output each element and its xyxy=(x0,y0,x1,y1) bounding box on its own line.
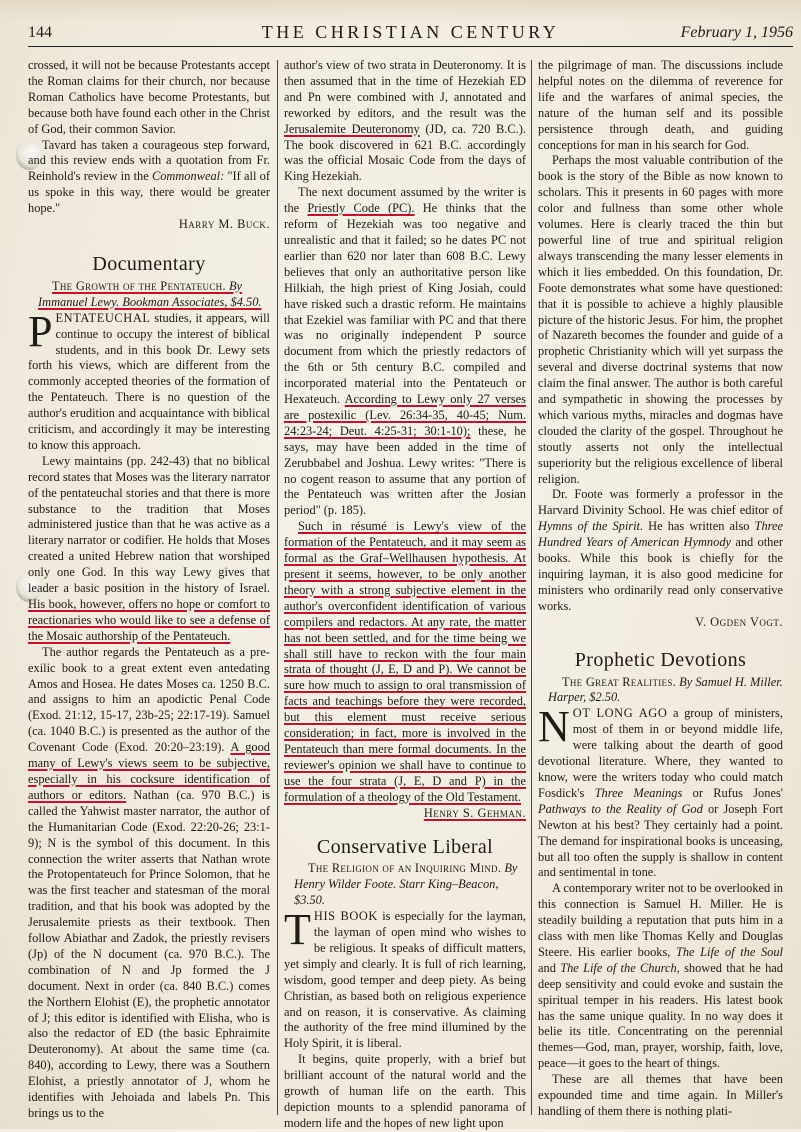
paragraph: It begins, quite properly, with a brief but brilliant account of the natural world and the growth of human life on the earth. This depiction mounts to a splendid panorama of modern life and the hopes of new light upon xyxy=(284,1052,526,1130)
column-2 xyxy=(284,58,526,1130)
paragraph: The author regards the Pentateuch as a pre-exilic book to a great extent even antedating Amos and Hosea. He dates Moses ca. 1250 B.C. and assigns to him an apodictic Penal Code (Exod. 21:12, 15-17, 23b-25; 22:17-19). Samuel (ca. 1040 B.C.) is presented as the author of the Covenant Code (Exod. 20:20–23:19). A good many of Lewy's views seem to be subjective, especially in his cocksure identification of authors or editors. Nathan (ca. 970 B.C.) is called the Yahwist master narrator, the author of the Humanitarian Code (Exod. 22:20-26; 23:1-9); N is the symbol of this document. In this connection the writer asserts that Nathan wrote the Protopentateuch for Prince Solomon, that he was the first teacher and statesman of the moral tradition, and that his book was adopted by the Jerusalemite priests as their textbook. Then follow Abiathar and Zadok, the priestly revisers (Jp) of the N document (ca. 970 B.C.). The combination of N and Jp formed the J document. Next in order (ca. 840 B.C.) comes the Northern Elohist (E), the prophetic annotator of J; this editor is identified with Elisha, who is also the redactor of ED (the basic Ephraimite Deuteronomy). At about the same time (ca. 840), according to Lewy, there was a Southern Elohist, a priestly annotator of J, whom he identifies with Jehoiada and labels Pn. This brings us to the xyxy=(28,644,270,1120)
section-heading: Conservative Liberal xyxy=(316,835,494,858)
marked-passage: Priestly Code (PC). xyxy=(307,201,415,216)
paragraph: Perhaps the most valuable contribution of the book is the story of the Bible as now known to scholars. This it presents in 60 pages with more color and fullness than some other whole volumes. Here is clearly traced the thin but powerful line of true and spiritual religion always transcending the many lesser elements in which it lies embedded. On this foundation, Dr. Foote demonstrates what some have questioned: that it is possible to achieve a highly plausible picture of the historic Jesus. For him, the prophet of Nazareth becomes the founder and guide of a prophetic Christianity which will yet surpass the several and diverse doctrinal systems that now claim the final answer. The author is both careful and sympathetic in showing the processes by which various myths, miracles and dogmas have clouded the clarity of the gospel. Throughout he stoutly asserts not only the intellectual superiority but the religious excellence of liberal religion. xyxy=(538,153,783,486)
issue-date: February 1, 1956 xyxy=(680,24,793,41)
book-citation: The Great Realities. By Samuel H. Miller. Harper, $2.50. xyxy=(548,674,783,705)
paragraph xyxy=(284,519,526,805)
column-rule-left xyxy=(277,60,278,1115)
column-rule-right xyxy=(531,60,532,1115)
running-header xyxy=(28,22,793,44)
review-opening: PENTATEUCHAL studies, it appears, will continue to occupy the interest of biblical students, and in this book Dr. Lewy sets forth his views, which are different from the commonly accepted theories of the formation of the Pentateuch. There is no question of the author's erudition and acquaintance with biblical criticism, and accordingly it may be interesting to know this approach. xyxy=(28,306,270,452)
masthead: THE CHRISTIAN CENTURY xyxy=(261,22,560,42)
paragraph: Lewy maintains (pp. 242-43) that no biblical record states that Moses was the literary narrator of the pentateuchal stories and that there is more substance to the tradition that Moses administered justice than that he was active as a literary narrator or codifier. He holds that Moses created a united Hebrew nation that worshiped only one God. In this way Lewy gives that leader a basic position in the history of Israel. His book, however, offers no hope or comfort to reactionaries who would like to see a defense of the Mosaic authorship of the Pentateuch. xyxy=(28,453,270,643)
section-heading: Documentary xyxy=(92,252,206,275)
paragraph: the pilgrimage of man. The discussions include helpful notes on the dilemma of reverence for life and the warfares of animal species, the nature of the human self and its possible persistence through death, and guiding conceptions for man in his search for God. xyxy=(538,58,783,152)
paragraph: crossed, it will not be because Protestants accept the Roman claims for their church, nor because Roman Catholics have become Protestants, but because both have found each other in the Christ of God, their common Savior. xyxy=(28,58,270,136)
review-opening: THIS BOOK is especially for the layman, the layman of open mind who wishes to be religious. It speaks of difficult matters, yet simply and clearly. It is full of rich learning, wisdom, good temper and deep piety. As being Christian, as based both on religious experience and on reason, it is conservative. As claiming the authority of the free mind illumined by the Holy Spirit, it is liberal. xyxy=(284,905,526,1051)
header-rule xyxy=(28,46,793,47)
drop-cap: P xyxy=(28,306,53,356)
page-top-edge xyxy=(0,0,801,22)
page-number: 144 xyxy=(28,24,52,41)
marked-passage: A good many of Lewy's views seem to be subjective, especially in his cocksure identification of authors or editors. xyxy=(28,740,270,802)
paragraph: These are all themes that have been expounded time and time again. In Miller's handling of them there is nothing plati- xyxy=(538,1072,783,1118)
paragraph: A contemporary writer not to be overlooked in this connection is Samuel H. Miller. He is steadily building a reputation that puts him in a class with men like Thomas Kelly and Douglas Steere. His earlier books, The Life of the Soul and The Life of the Church, showed that he had deep sensitivity and could evoke and sustain the spiritual temper in his readers. His latest book has the same unique quality. In no way does it belie its title. Concentrating on the perennial themes—God, man, prayer, worship, faith, love, peace—it goes to the heart of things. xyxy=(538,881,783,1071)
book-citation: The Religion of an Inquiring Mind. By Henry Wilder Foote. Starr King–Beacon, $3.50. xyxy=(294,861,518,908)
marked-passage: According to Lewy only 27 verses are postexilic (Lev. 26:34-35, 40-45; Num. 24:23-24; Deut. 4:25-31; 30:1-10); xyxy=(284,392,526,438)
book-citation: The Growth of the Pentateuch. By Immanuel Lewy. Bookman Associates, $4.50. xyxy=(38,278,262,309)
paragraph: The next document assumed by the writer is the Priestly Code (PC). He thinks that the reform of Hezekiah was too negative and unrealistic and that it failed; so he dates PC not earlier than 620 nor later than 608 B.C. Lewy believes that only an authoritative person like Hilkiah, the high priest of King Josiah, could have risked such a drastic reform. He maintains that Ezekiel was familiar with PC and that there was no originally independent P source document from which the priestly redactors of the 6th or 5th century B.C. compiled and incorporated material into the Pentateuch or Hexateuch. According to Lewy only 27 verses are postexilic (Lev. 26:34-35, 40-45; Num. 24:23-24; Deut. 4:25-31; 30:1-10); these, he says, may have been added in the time of Zerubbabel and Joshua. Lewy writes: "There is no cogent reason to assume that any portion of the Pentateuch was written after the Josian period" (p. 185). xyxy=(284,185,526,518)
drop-cap: T xyxy=(284,905,311,955)
reviewer-signature: Harry M. Buck. xyxy=(178,217,270,232)
review-opening: NOT LONG AGO a group of ministers, most of them in or beyond middle life, were talking about the dearth of good devotional literature. Where, they wanted to know, were the writers today who could match Fosdick's Three Meanings or Rufus Jones' Pathways to the Reality of God or Joseph Fort Newton at his best? They certainly had a point. The demand for inspirational books is unceasing, but all too often the supply is shallow in content and sentimental in tone. xyxy=(538,702,784,880)
marked-passage: Such in résumé is Lewy's view of the formation of the Pentateuch, and it may seem as formal as the Graf–Wellhausen hypothesis. At present it seems, however, to be only another theory with a strong subjective element in the author's overconfident identification of various compilers and redactors. At any rate, the matter has not been settled, and for the time being we shall still have to reckon with the four main strata of thought (J, E, D and P). We cannot be sure how much to assign to oral transmission of facts and teachings before they were recorded, but this element must receive serious consideration; in fact, more is involved in the Pentateuch than mere formal documents. In the reviewer's opinion we shall have to continue to use the four strata (J, E, D and P) in the formulation of a theology of the Old Testament. xyxy=(284,519,526,804)
marked-passage: His book, however, offers no hope or comfort to reactionaries who would like to see a defense of the Mosaic authorship of the Pentateuch. xyxy=(28,597,270,643)
marked-passage: Jerusalemite Deuteronomy xyxy=(284,121,420,136)
section-heading: Prophetic Devotions xyxy=(574,648,747,671)
paragraph: author's view of two strata in Deuteronomy. It is then assumed that in the time of Hezekiah ED and Pn were combined with J, annotated and reworked by editors, and the result was the Jerusalemite Deuteronomy (JD, ca. 720 B.C.). The book discovered in 621 B.C. accordingly was the official Mosaic Code from the days of King Hezekiah. xyxy=(284,58,526,184)
reviewer-signature: Henry S. Gehman. xyxy=(423,805,526,820)
column-3 xyxy=(538,58,784,1118)
drop-cap: N xyxy=(538,702,570,752)
column-1 xyxy=(28,58,270,1120)
paragraph: Dr. Foote was formerly a professor in the Harvard Divinity School. He was chief editor of Hymns of the Spirit. He has written also Three Hundred Years of American Hymnody and other books. While this book is chiefly for the inquiring layman, it is also good medicine for ministers who ordinarily read only conservative works. xyxy=(538,487,783,613)
reviewer-signature: V. Ogden Vogt. xyxy=(695,614,783,629)
paragraph: Tavard has taken a courageous step forward, and this review ends with a quotation from Fr. Reinhold's review in the Commonweal: "If all of us spoke in this way, there would be greater hope." xyxy=(28,137,270,216)
